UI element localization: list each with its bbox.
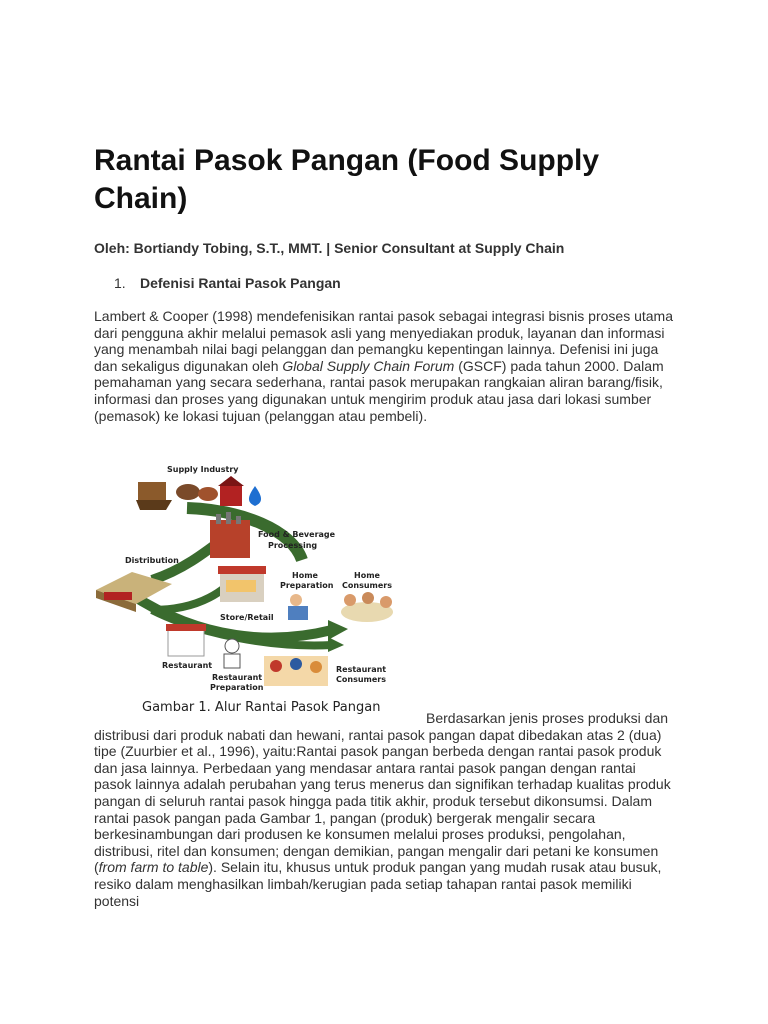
restaurant-icon: [166, 624, 206, 656]
label-processing-2: Processing: [268, 541, 318, 550]
barn-icon: [218, 476, 244, 506]
label-processing-1: Food & Beverage: [258, 530, 336, 539]
arrow-head: [328, 620, 348, 640]
label-supply-industry: Supply Industry: [167, 465, 239, 474]
restaurant-diners-icon: [264, 656, 328, 686]
label-home-prep-2: Preparation: [280, 581, 334, 590]
chef-icon: [224, 639, 240, 668]
home-consumers-icon: [341, 592, 393, 622]
para-italic: from farm to table: [98, 859, 209, 876]
boat-icon: [136, 482, 172, 510]
para-text: (GSCF) pada tahun 2000. Dalam pemahaman yang secara sederhana, rantai pasok merupakan rangkaian aliran barang/fisik, informasi dan proses yang digunakan untuk mengirim produk atau jasa dari lokasi sumber (pemasok) ke lokasi tujuan (pelanggan atau pembeli).: [94, 357, 664, 424]
label-rest-prep-1: Restaurant: [212, 673, 263, 682]
para-text: ). Selain itu, khusus untuk produk pangan yang mudah rusak atau busuk, resiko dalam menghasilkan limbah/kerugian pada setiap tahapan rantai pasok memiliki potensi: [94, 859, 662, 909]
water-drop-icon: [249, 486, 261, 506]
label-store-retail: Store/Retail: [220, 613, 274, 622]
arrow-head: [328, 637, 344, 652]
label-home-prep-1: Home: [292, 571, 318, 580]
figure-caption: Gambar 1. Alur Rantai Pasok Pangan: [142, 700, 381, 715]
author-byline: Oleh: Bortiandy Tobing, S.T., MMT. | Senior Consultant at Supply Chain: [94, 240, 565, 256]
section-heading: [114, 275, 341, 291]
label-home-consumers-1: Home: [354, 571, 380, 580]
store-icon: [218, 566, 266, 602]
paragraph-definition: [94, 308, 674, 424]
supply-chain-figure: [92, 460, 402, 720]
para-text: Lambert & Cooper (1998) mendefenisikan rantai pasok sebagai integrasi bisnis proses utama dari pengguna akhir melalui pemasok asli yang menyediakan produk, layanan dan informasi yang menambah nilai bagi pelanggan dan pemangku kepentingan lainnya. Defenisi ini juga dan sekaligus digunakan oleh: [94, 308, 673, 374]
section-number: 1.: [114, 275, 126, 291]
home-prep-icon: [288, 594, 308, 620]
para-text: Berdasarkan jenis proses produksi dan distribusi dari produk nabati dan hewani, rantai pasok pangan dapat dibedakan atas 2 (dua) tipe (Zuurbier et al., 1996), yaitu:Rantai pasok pangan berbeda dengan rantai pasok produk dan jasa lainnya. Perbedaan yang mendasar antara rantai pasok pangan dengan rantai pasok lainnya adalah perubahan yang terus menerus dan signifikan terhadap kualitas produk pangan di seluruh rantai pasok hingga pada titik akhir, produk tersebut dikonsumsi. Dalam rantai pasok pangan pada Gambar 1, pangan (produk) bergerak mengalir secara berkesinambungan dari produsen ke konsumen melalui proses produksi, pengolahan, distribusi, ritel dan konsumen; dengan demikian, pangan mengalir dari petani ke konsumen (: [94, 710, 671, 876]
para-italic: Global Supply Chain Forum: [282, 357, 455, 374]
page-title: Rantai Pasok Pangan (Food Supply Chain): [94, 144, 600, 215]
label-rest-consumers-1: Restaurant: [336, 665, 387, 674]
label-rest-consumers-2: Consumers: [336, 675, 386, 684]
label-home-consumers-2: Consumers: [342, 581, 392, 590]
label-rest-prep-2: Preparation: [210, 683, 264, 692]
label-distribution: Distribution: [125, 556, 179, 565]
paragraph-types: [94, 710, 674, 909]
farm-animals-icon: [176, 484, 218, 501]
label-restaurant: Restaurant: [162, 661, 213, 670]
section-label: Defenisi Rantai Pasok Pangan: [140, 275, 341, 291]
